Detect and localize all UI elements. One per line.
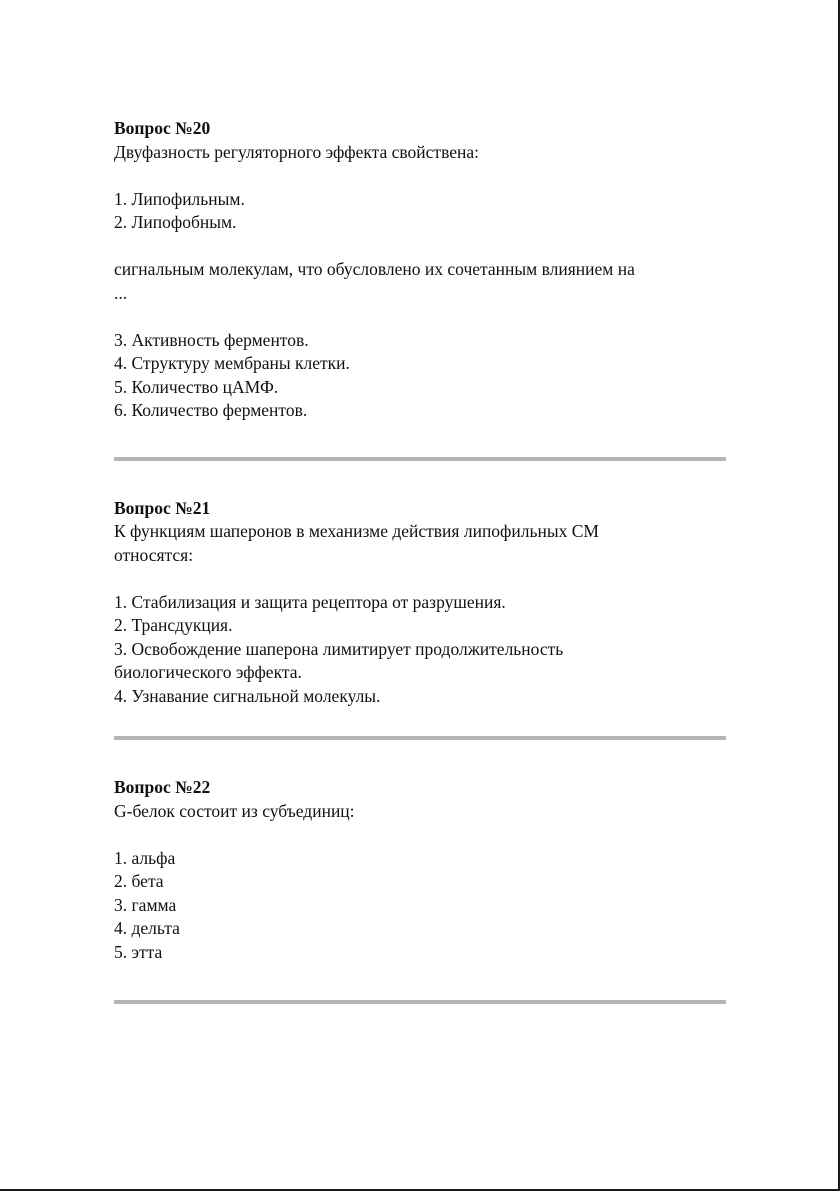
option-item: 1. альфа (114, 847, 176, 868)
question-continuation-ellipsis: ... (114, 282, 128, 303)
section-divider (114, 1000, 726, 1004)
question-title: Вопрос №20 (114, 118, 211, 138)
question-continuation: сигнальным молекулам, что обусловлено их сочетанным влиянием на (114, 259, 635, 279)
option-item: 3. Активность ферментов. (114, 329, 309, 350)
option-item: 2. бета (114, 871, 164, 891)
option-item: 2. Трансдукция. (114, 615, 233, 635)
option-item: 2. Липофобным. (114, 212, 237, 232)
option-item: 5. Количество цАМФ. (114, 376, 279, 397)
option-item: 5. этта (114, 941, 163, 962)
document-body (114, 117, 726, 1004)
option-item: 4. Структуру мембраны клетки. (114, 353, 350, 373)
question-title: Вопрос №21 (114, 497, 211, 518)
question-text: К функциям шаперонов в механизме действия липофильных СМ (114, 521, 599, 541)
question-text: Двуфазность регуляторного эффекта свойствена: (114, 141, 480, 162)
option-item-continuation: биологического эффекта. (114, 662, 302, 682)
option-item: 4. дельта (114, 918, 180, 938)
option-item: 6. Количество ферментов. (114, 400, 308, 420)
option-item: 3. гамма (114, 894, 177, 915)
question-text: G-белок состоит из субъединиц: (114, 800, 355, 821)
question-text: относятся: (114, 544, 194, 565)
option-item: 1. Стабилизация и защита рецептора от разрушения. (114, 591, 506, 612)
question-21 (114, 497, 726, 709)
option-item: 4. Узнавание сигнальной молекулы. (114, 685, 381, 706)
question-title: Вопрос №22 (114, 777, 211, 797)
option-item: 1. Липофильным. (114, 188, 245, 209)
question-20 (114, 117, 726, 423)
option-item: 3. Освобождение шаперона лимитирует продолжительность (114, 638, 564, 659)
question-22 (114, 776, 726, 964)
